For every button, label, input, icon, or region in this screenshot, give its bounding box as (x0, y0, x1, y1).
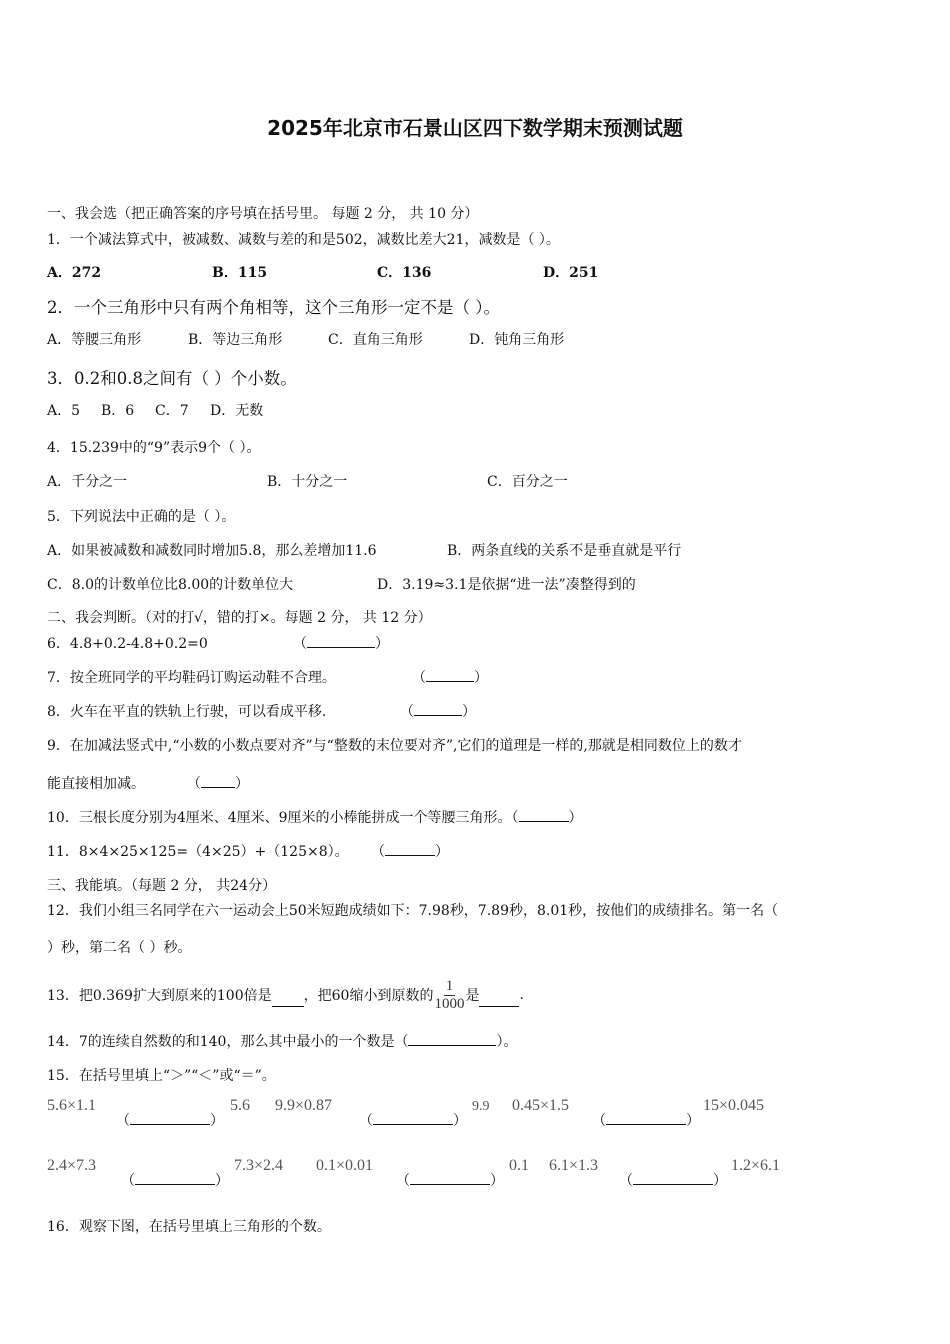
q15-item1-right: 5.6 (230, 1097, 250, 1114)
q9-text-line1: 9．在加减法竖式中,“小数的小数点要对齐”与“整数的末位要对齐”,它们的道理是一样的,那就是相同数位上的数才 (47, 738, 742, 754)
q15-item2-right: 9.9 (472, 1099, 490, 1114)
q15-text: 15．在括号里填上“＞”“＜”或“＝”。 (47, 1068, 276, 1084)
answer-line (130, 1112, 210, 1125)
section2-heading: 二、我会判断。（对的打√，错的打×。每题 2 分， 共 12 分） (47, 610, 432, 626)
answer-line (385, 843, 435, 856)
q1-text: 1．一个减法算式中，被减数、减数与差的和是502，减数比差大21，减数是（ ）。 (47, 232, 560, 248)
q13-part-a: 13．把0.369扩大到原来的100倍是 (47, 988, 272, 1004)
paren-open: （ (412, 670, 426, 686)
q8-text: 8．火车在平直的铁轨上行驶，可以看成平移. (47, 704, 327, 720)
answer-line (426, 669, 474, 682)
answer-line (633, 1172, 713, 1185)
q3-text: 3．0.2和0.8之间有（ ）个小数。 (47, 369, 297, 388)
q3-option-d: D．无数 (210, 403, 264, 419)
paren-open: （ (400, 704, 414, 720)
q1-option-b: B．115 (212, 265, 268, 281)
q13-text (47, 975, 524, 1015)
paren-open: （ (293, 636, 307, 652)
q2-option-b: B．等边三角形 (188, 332, 283, 348)
q13-part-b: ，把60缩小到原数的 (303, 988, 434, 1004)
q15-item3-right: 15×0.045 (703, 1097, 765, 1114)
answer-line (373, 1112, 453, 1125)
paren-close: ） (375, 636, 389, 652)
answer-line (201, 775, 235, 788)
q10-text (47, 807, 583, 827)
q14-close: ）。 (496, 1034, 518, 1050)
q2-option-d: D．钝角三角形 (469, 332, 565, 348)
q11-text: 11．8×4×25×125=（4×25）+（125×8）。 (47, 844, 349, 860)
q14-statement: 14．7的连续自然数的和140，那么其中最小的一个数是（ (47, 1034, 409, 1050)
q1-option-a: A．272 (47, 265, 102, 281)
q15-item6-right: 1.2×6.1 (731, 1157, 781, 1174)
q16-text: 16．观察下图，在括号里填上三角形的个数。 (47, 1219, 331, 1235)
q3-option-b: B．6 (101, 403, 135, 419)
paren-close: ） (462, 704, 476, 720)
answer-line (307, 635, 375, 648)
paren-close: ） (713, 1173, 727, 1189)
section3-heading: 三、我能填。（每题 2 分， 共24分） (47, 878, 277, 894)
q15-item4-right: 7.3×2.4 (234, 1157, 284, 1174)
paren-open: （ (359, 1113, 373, 1129)
q11-answer-blank[interactable] (371, 841, 449, 861)
q1-option-d: D．251 (543, 265, 599, 281)
q9-text-line2: 能直接相加减。 (47, 776, 145, 792)
paren-open: （ (592, 1113, 606, 1129)
q13-part-c: 是 (465, 988, 480, 1004)
section1-heading: 一、我会选（把正确答案的序号填在括号里。 每题 2 分， 共 10 分） (47, 206, 479, 222)
paren-open: （ (619, 1173, 633, 1189)
q15-item2-left: 9.9×0.87 (275, 1097, 333, 1114)
q4-option-a: A．千分之一 (47, 474, 128, 490)
q15-item1-left: 5.6×1.1 (47, 1097, 97, 1114)
paren-open: （ (396, 1173, 410, 1189)
answer-line (414, 703, 462, 716)
q15-item1-blank[interactable] (116, 1110, 224, 1130)
q5-option-b: B．两条直线的关系不是垂直就是平行 (447, 543, 682, 559)
q4-option-c: C．百分之一 (487, 474, 568, 490)
q2-option-c: C．直角三角形 (328, 332, 423, 348)
paren-close: ） (568, 810, 583, 826)
q5-option-a: A．如果被减数和减数同时增加5.8，那么差增加11.6 (47, 543, 377, 559)
q10-statement: 10．三根长度分别为4厘米、4厘米、9厘米的小棒能拼成一个等腰三角形。（ (47, 810, 519, 826)
paren-close: ） (210, 1113, 224, 1129)
q4-option-b: B．十分之一 (267, 474, 348, 490)
q15-item5-right: 0.1 (509, 1157, 529, 1174)
q5-text: 5．下列说法中正确的是（ ）。 (47, 509, 236, 525)
q2-option-a: A．等腰三角形 (47, 332, 142, 348)
q15-item3-blank[interactable] (592, 1110, 700, 1130)
paren-close: ） (235, 776, 249, 792)
q15-item4-left: 2.4×7.3 (47, 1157, 97, 1174)
paren-open: （ (116, 1113, 130, 1129)
q15-item6-left: 6.1×1.3 (549, 1157, 599, 1174)
q10-answer-blank[interactable] (519, 809, 569, 822)
q12-text-line2: ）秒，第二名（ ）秒。 (47, 940, 192, 956)
paren-close: ） (686, 1113, 700, 1129)
paren-close: ） (453, 1113, 467, 1129)
q2-text: 2．一个三角形中只有两个角相等，这个三角形一定不是（ ）。 (47, 298, 500, 317)
paren-open: （ (121, 1173, 135, 1189)
paren-close: ） (474, 670, 488, 686)
q5-option-d: D．3.19≈3.1是依据“进一法”凑整得到的 (377, 577, 636, 593)
q15-item5-blank[interactable] (396, 1170, 504, 1190)
q12-text-line1: 12．我们小组三名同学在六一运动会上50米短跑成绩如下：7.98秒，7.89秒，8.01秒，按他们的成绩排名。第一名（ (47, 903, 779, 919)
q6-text: 6．4.8+0.2-4.8+0.2=0 (47, 636, 208, 652)
q13-period: . (519, 987, 524, 1003)
q9-answer-blank[interactable] (187, 773, 249, 793)
paren-open: （ (371, 844, 385, 860)
q6-answer-blank[interactable] (293, 633, 389, 653)
answer-line (410, 1172, 490, 1185)
q15-item4-blank[interactable] (121, 1170, 229, 1190)
paren-close: ） (490, 1173, 504, 1189)
q13-blank-1[interactable] (272, 994, 304, 1007)
q14-answer-blank[interactable] (408, 1033, 496, 1046)
q3-option-c: C．7 (155, 403, 189, 419)
q15-item2-blank[interactable] (359, 1110, 467, 1130)
fraction-denominator: 1000 (434, 995, 465, 1012)
q3-option-a: A．5 (47, 403, 81, 419)
fraction-one-thousandth (434, 978, 464, 1013)
q7-text: 7．按全班同学的平均鞋码订购运动鞋不合理。 (47, 670, 336, 686)
paren-close: ） (435, 844, 449, 860)
q1-option-c: C．136 (377, 265, 432, 281)
q7-answer-blank[interactable] (412, 667, 488, 687)
answer-line (606, 1112, 686, 1125)
page-title: 2025年北京市石景山区四下数学期末预测试题 (267, 116, 683, 140)
q13-blank-2[interactable] (479, 994, 519, 1007)
fraction-numerator: 1 (445, 977, 454, 994)
q5-option-c: C．8.0的计数单位比8.00的计数单位大 (47, 577, 294, 593)
paren-open: （ (187, 776, 201, 792)
answer-line (135, 1172, 215, 1185)
q15-item5-left: 0.1×0.01 (316, 1157, 374, 1174)
paren-close: ） (215, 1173, 229, 1189)
q4-text: 4．15.239中的“9”表示9个（ ）。 (47, 440, 261, 456)
q15-item6-blank[interactable] (619, 1170, 727, 1190)
q14-text (47, 1031, 517, 1051)
q15-item3-left: 0.45×1.5 (512, 1097, 570, 1114)
q8-answer-blank[interactable] (400, 701, 476, 721)
